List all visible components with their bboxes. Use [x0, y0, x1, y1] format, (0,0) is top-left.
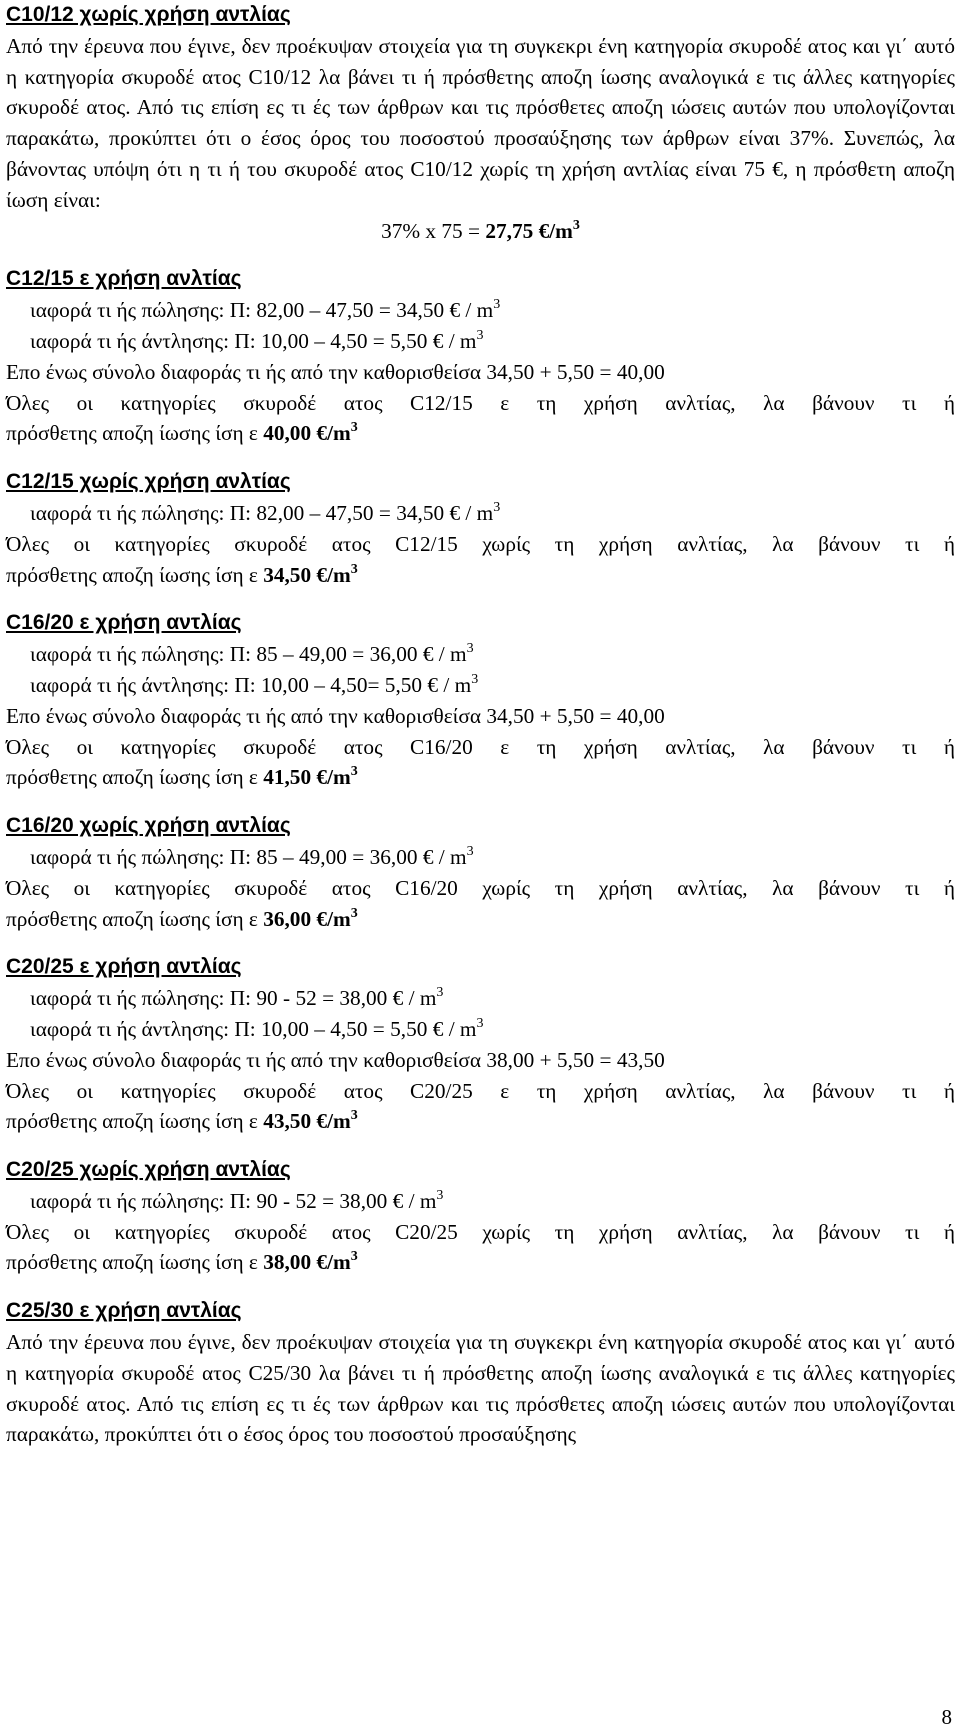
paragraph-line	[6, 1217, 955, 1248]
paragraph-line	[6, 388, 955, 419]
paragraph-line	[6, 1076, 955, 1107]
line-text: Επο ένως σύνολο διαφοράς τι ής από την καθορισθείσα 34,50 + 5,50 = 40,00	[6, 703, 665, 728]
line-text: 37% x 75 =	[381, 218, 486, 243]
section-heading: C12/15 χωρίς χρήση ανλτίας	[6, 470, 291, 494]
line-text: Όλες οι κατηγορίες σκυροδέ ατος C20/25 χωρίς τη χρήση ανλτίας, λα βάνουν τι ή	[6, 1219, 955, 1244]
text-line	[6, 418, 955, 449]
amount-value: 41,50 €/m	[263, 765, 351, 790]
unit-exponent: 3	[350, 1249, 358, 1265]
text-line	[6, 1106, 955, 1137]
unit-exponent: 3	[350, 905, 358, 921]
section-heading: C25/30 ε χρήση αντλίας	[6, 1299, 242, 1323]
line-text: ιαφορά τι ής άντλησης: Π: 10,00 – 4,50 = 5,50 € / m	[30, 1016, 477, 1041]
line-text: ιαφορά τι ής πώλησης: Π: 85 – 49,00 = 36,00 € / m	[30, 844, 467, 869]
unit-exponent: 3	[436, 1187, 444, 1203]
line-text: Όλες οι κατηγορίες σκυροδέ ατος C20/25 ε τη χρήση ανλτίας, λα βάνουν τι ή	[6, 1078, 955, 1103]
section-heading: C16/20 χωρίς χρήση αντλίας	[6, 814, 291, 838]
line-text: Επο ένως σύνολο διαφοράς τι ής από την καθορισθείσα 38,00 + 5,50 = 43,50	[6, 1047, 665, 1072]
line-text: ιαφορά τι ής πώλησης: Π: 82,00 – 47,50 = 34,50 € / m	[30, 298, 494, 323]
line-text: ιαφορά τι ής πώλησης: Π: 82,00 – 47,50 = 34,50 € / m	[30, 500, 494, 525]
unit-exponent: 3	[471, 671, 479, 687]
paragraph-line	[6, 873, 955, 904]
price-difference-line	[6, 983, 955, 1014]
text-line	[6, 762, 955, 793]
page-number: 8	[941, 1705, 952, 1730]
line-text: Από την έρευνα που έγινε, δεν προέκυψαν στοιχεία για τη συγκεκρι ένη κατηγορία σκυροδέ ατος και γι΄ αυτό η κατηγορία σκυροδέ ατος C25/30 λα βάνει τι ή πρόσθετης αποζη ίωσης αναλογικά ε τις άλλες κατηγορίες σκυροδέ ατος. Από τις επίση ες τι ές των άρθρων και τις πρόσθετες αποζη ιώσεις αυτών που υπολογίζονται παρακάτω, προκύπτει ότι ο έσος όρος του ποσοστού προσαύξησης	[6, 1330, 955, 1447]
section-heading: C20/25 χωρίς χρήση αντλίας	[6, 1158, 291, 1182]
amount-value: 27,75 €/m	[485, 218, 573, 243]
paragraph-line	[6, 529, 955, 560]
unit-exponent: 3	[572, 217, 580, 233]
text-line	[6, 701, 955, 732]
line-text: ιαφορά τι ής άντλησης: Π: 10,00 – 4,50= 5,50 € / m	[30, 672, 472, 697]
price-difference-line	[6, 639, 955, 670]
paragraph	[6, 31, 955, 216]
section-heading: C12/15 ε χρήση ανλτίας	[6, 267, 242, 291]
section	[6, 608, 955, 793]
line-text: ιαφορά τι ής πώλησης: Π: 90 - 52 = 38,00 € / m	[30, 986, 437, 1011]
text-line	[6, 1247, 955, 1278]
section-heading: C10/12 χωρίς χρήση αντλίας	[6, 3, 291, 26]
line-text: ιαφορά τι ής πώλησης: Π: 85 – 49,00 = 36,00 € / m	[30, 642, 467, 667]
line-text: Επο ένως σύνολο διαφοράς τι ής από την καθορισθείσα 34,50 + 5,50 = 40,00	[6, 359, 665, 384]
text-line	[6, 560, 955, 591]
section	[6, 467, 955, 590]
unit-exponent: 3	[350, 561, 358, 577]
section-heading: C20/25 ε χρήση αντλίας	[6, 955, 242, 979]
price-difference-line	[6, 326, 955, 357]
price-difference-line	[6, 1014, 955, 1045]
line-text: Από την έρευνα που έγινε, δεν προέκυψαν στοιχεία για τη συγκεκρι ένη κατηγορία σκυροδέ ατος και γι΄ αυτό η κατηγορία σκυροδέ ατος C10/12 λα βάνει τι ή πρόσθετης αποζη ίωσης αναλογικά ε τις άλλες κατηγορίες σκυροδέ ατος. Από τις επίση ες τι ές των άρθρων και τις πρόσθετες αποζη ιώσεις αυτών που υπολογίζονται παρακάτω, προκύπτει ότι ο έσος όρος του ποσοστού προσαύξησης των άρθρων είναι 37%. Συνεπώς, λα βάνοντας υπόψη ότι η τι ή του σκυροδέ ατος C10/12 χωρίς τη χρήση αντλίας είναι 75 €, η πρόσθετη αποζη ίωση είναι:	[6, 33, 955, 212]
text-line	[6, 357, 955, 388]
amount-value: 40,00 €/m	[263, 421, 351, 446]
unit-exponent: 3	[350, 1108, 358, 1124]
amount-value: 43,50 €/m	[263, 1109, 351, 1134]
unit-exponent: 3	[466, 641, 474, 657]
line-text: Όλες οι κατηγορίες σκυροδέ ατος C16/20 ε τη χρήση ανλτίας, λα βάνουν τι ή	[6, 734, 955, 759]
unit-exponent: 3	[466, 843, 474, 859]
amount-value: 34,50 €/m	[263, 562, 351, 587]
price-difference-line	[6, 842, 955, 873]
line-text: πρόσθετης αποζη ίωσης ίση ε	[6, 765, 264, 790]
price-difference-line	[6, 498, 955, 529]
price-difference-line	[6, 670, 955, 701]
section	[6, 1155, 955, 1278]
section	[6, 264, 955, 449]
line-text: ιαφορά τι ής πώλησης: Π: 90 - 52 = 38,00 € / m	[30, 1188, 437, 1213]
price-difference-line	[6, 295, 955, 326]
price-difference-line	[6, 1186, 955, 1217]
section	[6, 952, 955, 1137]
section-heading: C16/20 ε χρήση αντλίας	[6, 611, 242, 635]
amount-value: 36,00 €/m	[263, 906, 351, 931]
section	[6, 0, 955, 246]
text-line	[6, 1045, 955, 1076]
text-line	[6, 904, 955, 935]
amount-value: 38,00 €/m	[263, 1250, 351, 1275]
line-text: Όλες οι κατηγορίες σκυροδέ ατος C12/15 ε τη χρήση ανλτίας, λα βάνουν τι ή	[6, 390, 955, 415]
unit-exponent: 3	[493, 297, 501, 313]
line-text: πρόσθετης αποζη ίωσης ίση ε	[6, 906, 264, 931]
line-text: πρόσθετης αποζη ίωσης ίση ε	[6, 1109, 264, 1134]
line-text: ιαφορά τι ής άντλησης: Π: 10,00 – 4,50 = 5,50 € / m	[30, 328, 477, 353]
unit-exponent: 3	[476, 327, 484, 343]
section	[6, 811, 955, 934]
unit-exponent: 3	[350, 764, 358, 780]
paragraph	[6, 1327, 955, 1450]
line-text: πρόσθετης αποζη ίωσης ίση ε	[6, 421, 264, 446]
section	[6, 1296, 955, 1450]
unit-exponent: 3	[350, 420, 358, 436]
unit-exponent: 3	[476, 1015, 484, 1031]
unit-exponent: 3	[493, 499, 501, 515]
line-text: πρόσθετης αποζη ίωσης ίση ε	[6, 562, 264, 587]
paragraph-line	[6, 732, 955, 763]
line-text: Όλες οι κατηγορίες σκυροδέ ατος C12/15 χωρίς τη χρήση ανλτίας, λα βάνουν τι ή	[6, 531, 955, 556]
line-text: πρόσθετης αποζη ίωσης ίση ε	[6, 1250, 264, 1275]
line-text: Όλες οι κατηγορίες σκυροδέ ατος C16/20 χωρίς τη χρήση ανλτίας, λα βάνουν τι ή	[6, 875, 955, 900]
unit-exponent: 3	[436, 985, 444, 1001]
calculation-line	[6, 216, 955, 247]
